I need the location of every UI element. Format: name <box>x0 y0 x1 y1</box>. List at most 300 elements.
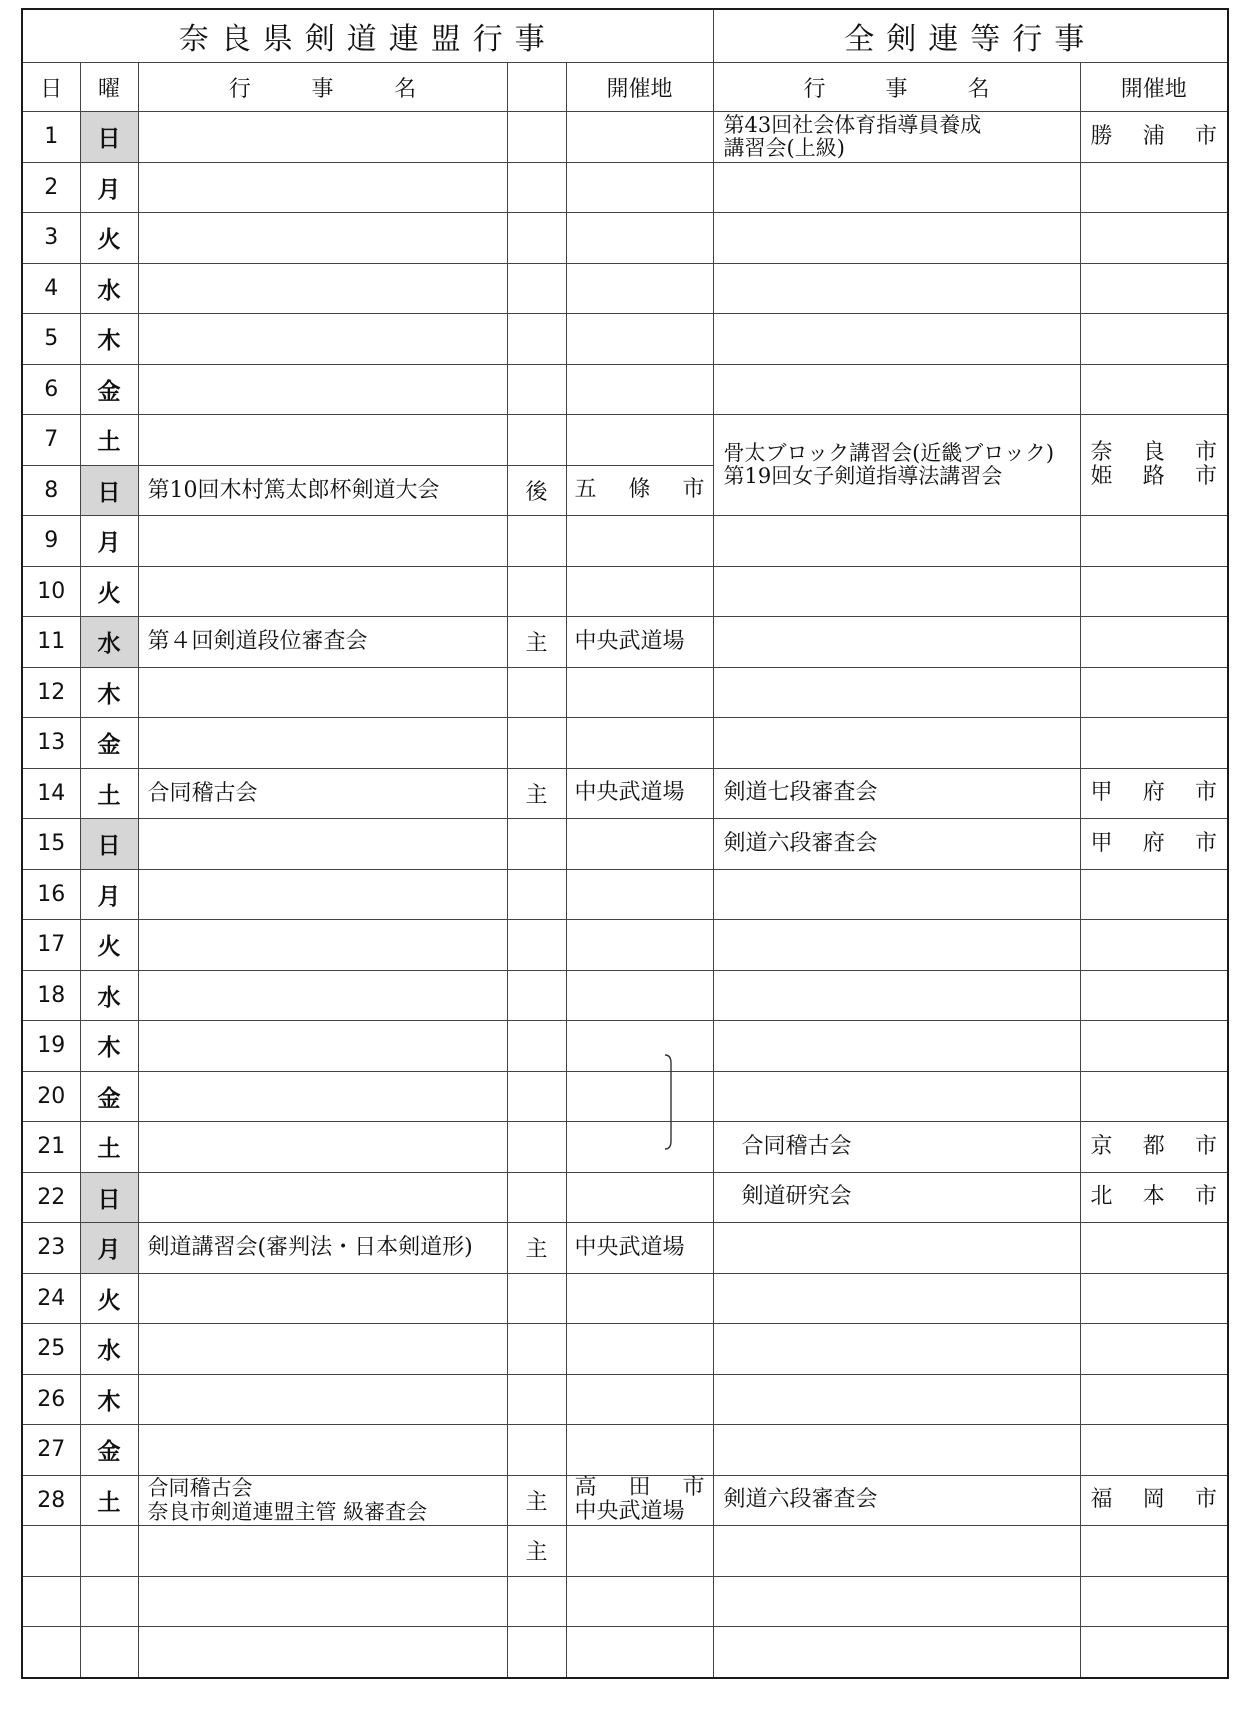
nara-event-cell <box>138 1374 507 1425</box>
zen-event-venue <box>1091 781 1218 805</box>
zen-event-cell <box>713 1374 1080 1425</box>
day-number: 10 <box>22 566 80 617</box>
nara-tag-cell <box>507 1576 566 1627</box>
zen-event-venue <box>1091 465 1218 489</box>
weekday: 金 <box>80 364 138 415</box>
zen-venue-cell <box>1080 1071 1228 1122</box>
weekday: 水 <box>80 970 138 1021</box>
venue-char: 市 <box>1194 780 1217 806</box>
zen-event-venue <box>1091 1488 1218 1512</box>
nara-event-venue <box>575 478 705 502</box>
nara-event-cell <box>138 465 507 516</box>
nara-venue-cell <box>566 1071 713 1122</box>
zen-event-cell <box>713 920 1080 971</box>
venue-char: 勝 <box>1090 123 1113 149</box>
weekday: 金 <box>80 1425 138 1476</box>
nara-tag-cell <box>507 1627 566 1678</box>
nara-event-tag: 主 <box>525 1237 548 1263</box>
nara-event-cell <box>138 1576 507 1627</box>
weekday: 水 <box>80 1324 138 1375</box>
venue-char: 市 <box>1194 1133 1217 1159</box>
nara-venue-cell <box>566 1526 713 1577</box>
nara-venue-cell <box>566 1627 713 1678</box>
nara-tag-cell <box>507 1223 566 1274</box>
table-row <box>22 1172 1228 1223</box>
nara-tag-cell <box>507 263 566 314</box>
day-number: 28 <box>22 1475 80 1526</box>
nara-tag-cell <box>507 364 566 415</box>
zen-event-cell <box>713 213 1080 264</box>
nara-event-cell <box>138 314 507 365</box>
table-row <box>22 314 1228 365</box>
nara-event-cell <box>138 1273 507 1324</box>
nara-venue-cell <box>566 920 713 971</box>
nara-tag-cell <box>507 314 566 365</box>
zen-venue-cell <box>1080 263 1228 314</box>
day-number: 25 <box>22 1324 80 1375</box>
venue-char: 奈 <box>1090 440 1113 465</box>
nara-tag-cell <box>507 1122 566 1173</box>
col-header-weekday: 曜 <box>80 63 138 112</box>
nara-tag-cell <box>507 667 566 718</box>
weekday: 月 <box>80 516 138 567</box>
nara-venue-cell <box>566 314 713 365</box>
zen-event-name: 第43回社会体育指導員養成 <box>723 112 982 137</box>
nara-event-venue: 中央武道場 <box>574 1234 685 1260</box>
zen-venue-cell <box>1080 415 1228 516</box>
nara-tag-cell <box>507 617 566 668</box>
zen-venue-cell <box>1080 920 1228 971</box>
nara-event-venue <box>575 1476 705 1500</box>
venue-char: 姫 <box>1090 464 1113 489</box>
nara-event-cell <box>138 1526 507 1577</box>
zen-venue-cell <box>1080 1425 1228 1476</box>
day-number: 3 <box>22 213 80 264</box>
zen-event-cell <box>713 718 1080 769</box>
col-header-day: 日 <box>22 63 80 112</box>
nara-venue-cell <box>566 566 713 617</box>
table-row <box>22 617 1228 668</box>
col-header-event2-char: 行 <box>803 76 826 102</box>
nara-event-venue: 中央武道場 <box>574 628 685 654</box>
nara-venue-cell <box>566 1172 713 1223</box>
nara-tag-cell <box>507 1071 566 1122</box>
venue-char: 甲 <box>1090 830 1113 856</box>
day-number <box>22 1627 80 1678</box>
day-number: 18 <box>22 970 80 1021</box>
nara-tag-cell <box>507 920 566 971</box>
zen-event-venue <box>1091 1135 1218 1159</box>
zen-event-cell <box>713 1475 1080 1526</box>
zen-venue-cell <box>1080 1374 1228 1425</box>
day-number: 2 <box>22 162 80 213</box>
zen-event-cell <box>713 1273 1080 1324</box>
venue-char: 福 <box>1090 1487 1113 1513</box>
col-header-event2 <box>713 63 1080 112</box>
zen-event-venue <box>1091 1185 1218 1209</box>
nara-venue-cell <box>566 718 713 769</box>
nara-event-name: 第10回木村篤太郎杯剣道大会 <box>147 477 440 503</box>
zen-event-cell <box>713 1172 1080 1223</box>
nara-venue-cell <box>566 1273 713 1324</box>
nara-event-name: 合同稽古会 <box>147 1476 253 1501</box>
schedule-table <box>21 8 1229 1679</box>
nara-tag-cell <box>507 465 566 516</box>
venue-char: 市 <box>682 1475 705 1501</box>
table-row <box>22 667 1228 718</box>
zen-venue-cell <box>1080 1223 1228 1274</box>
nara-venue-cell <box>566 1122 713 1173</box>
venue-char: 浦 <box>1142 123 1165 149</box>
col-header-event <box>138 63 507 112</box>
table-row <box>22 112 1228 163</box>
day-number: 7 <box>22 415 80 466</box>
venue-char: 市 <box>1194 440 1217 465</box>
weekday: 金 <box>80 1071 138 1122</box>
zen-venue-cell <box>1080 1324 1228 1375</box>
nara-event-cell <box>138 162 507 213</box>
nara-event-cell <box>138 1627 507 1678</box>
nara-event-venue: 中央武道場 <box>574 1499 685 1525</box>
nara-section-title: 奈良県剣道連盟行事 <box>22 9 713 63</box>
nara-tag-cell <box>507 1324 566 1375</box>
venue-char: 岡 <box>1142 1487 1165 1513</box>
nara-tag-cell <box>507 1425 566 1476</box>
nara-event-cell <box>138 1475 507 1526</box>
venue-char: 市 <box>1194 123 1217 149</box>
nara-event-cell <box>138 869 507 920</box>
zen-venue-cell <box>1080 566 1228 617</box>
nara-venue-cell <box>566 465 713 516</box>
nara-tag-cell <box>507 1526 566 1577</box>
zen-event-cell <box>713 516 1080 567</box>
weekday: 月 <box>80 162 138 213</box>
nara-event-tag: 主 <box>525 631 548 657</box>
venue-char: 府 <box>1142 780 1165 806</box>
day-number: 4 <box>22 263 80 314</box>
col-header-venue: 開催地 <box>566 63 713 112</box>
nara-event-venue: 中央武道場 <box>574 780 685 806</box>
venue-char: 條 <box>628 477 651 503</box>
nara-event-name: 剣道講習会(審判法・日本剣道形) <box>147 1235 473 1261</box>
zen-venue-cell <box>1080 516 1228 567</box>
nara-venue-cell <box>566 516 713 567</box>
zen-event-name: 合同稽古会 <box>741 1133 852 1159</box>
weekday: 日 <box>80 819 138 870</box>
nara-event-cell <box>138 112 507 163</box>
col-header-event2-char: 名 <box>967 76 990 102</box>
nara-tag-cell <box>507 516 566 567</box>
zen-event-name: 剣道六段審査会 <box>723 830 878 856</box>
zen-event-name: 剣道研究会 <box>741 1184 852 1210</box>
nara-event-name: 第４回剣道段位審査会 <box>147 629 368 655</box>
nara-event-cell <box>138 566 507 617</box>
day-number: 27 <box>22 1425 80 1476</box>
table-row <box>22 819 1228 870</box>
venue-char: 市 <box>682 477 705 503</box>
nara-event-tag: 主 <box>525 1489 548 1515</box>
zenkenren-section-title: 全剣連等行事 <box>713 9 1228 63</box>
venue-char: 都 <box>1142 1133 1165 1159</box>
table-row <box>22 869 1228 920</box>
venue-char: 市 <box>1194 830 1217 856</box>
day-number: 9 <box>22 516 80 567</box>
weekday: 木 <box>80 1021 138 1072</box>
zen-event-venue <box>1091 441 1218 465</box>
weekday: 土 <box>80 415 138 466</box>
nara-event-cell <box>138 1223 507 1274</box>
nara-event-cell <box>138 1324 507 1375</box>
nara-event-name: 奈良市剣道連盟主管 級審査会 <box>147 1500 428 1525</box>
zen-event-cell <box>713 314 1080 365</box>
table-row <box>22 1576 1228 1627</box>
nara-tag-cell <box>507 112 566 163</box>
nara-tag-cell <box>507 1172 566 1223</box>
table-row <box>22 1526 1228 1577</box>
zen-event-cell <box>713 1021 1080 1072</box>
table-row <box>22 1021 1228 1072</box>
day-number: 23 <box>22 1223 80 1274</box>
venue-char: 田 <box>628 1475 651 1501</box>
nara-event-tag: 後 <box>525 479 548 505</box>
nara-tag-cell <box>507 1475 566 1526</box>
zen-venue-cell <box>1080 1475 1228 1526</box>
zen-venue-cell <box>1080 869 1228 920</box>
weekday <box>80 1526 138 1577</box>
table-row <box>22 1122 1228 1173</box>
zen-event-name: 講習会(上級) <box>723 135 845 160</box>
day-number: 24 <box>22 1273 80 1324</box>
table-row <box>22 162 1228 213</box>
nara-tag-cell <box>507 415 566 466</box>
zen-venue-cell <box>1080 364 1228 415</box>
venue-char: 良 <box>1142 440 1165 465</box>
zen-venue-cell <box>1080 970 1228 1021</box>
zen-event-cell <box>713 162 1080 213</box>
day-number: 15 <box>22 819 80 870</box>
nara-tag-cell <box>507 1021 566 1072</box>
weekday <box>80 1576 138 1627</box>
venue-char: 北 <box>1090 1184 1113 1210</box>
nara-tag-cell <box>507 970 566 1021</box>
zen-event-cell <box>713 1425 1080 1476</box>
col-header-event-char: 事 <box>311 76 334 102</box>
nara-event-cell <box>138 415 507 466</box>
day-number: 12 <box>22 667 80 718</box>
zen-venue-cell <box>1080 112 1228 163</box>
table-row <box>22 920 1228 971</box>
nara-event-cell <box>138 617 507 668</box>
venue-char: 市 <box>1194 1184 1217 1210</box>
nara-event-cell <box>138 263 507 314</box>
table-row <box>22 566 1228 617</box>
zen-event-venue <box>1091 832 1218 856</box>
col-header-venue2: 開催地 <box>1080 63 1228 112</box>
day-number: 20 <box>22 1071 80 1122</box>
nara-venue-cell <box>566 1223 713 1274</box>
venue-char: 京 <box>1090 1133 1113 1159</box>
venue-char: 路 <box>1142 464 1165 489</box>
zen-event-cell <box>713 364 1080 415</box>
nara-venue-cell <box>566 1021 713 1072</box>
nara-tag-cell <box>507 162 566 213</box>
zen-venue-cell <box>1080 213 1228 264</box>
zen-event-cell <box>713 1122 1080 1173</box>
zen-event-name: 骨太ブロック講習会(近畿ブロック) <box>723 441 1055 465</box>
zen-event-cell <box>713 617 1080 668</box>
venue-char: 市 <box>1194 464 1217 489</box>
zen-venue-cell <box>1080 1021 1228 1072</box>
zen-event-cell <box>713 112 1080 163</box>
table-row <box>22 970 1228 1021</box>
nara-venue-cell <box>566 1324 713 1375</box>
nara-tag-cell <box>507 819 566 870</box>
zen-event-cell <box>713 1627 1080 1678</box>
nara-venue-cell <box>566 213 713 264</box>
weekday: 土 <box>80 768 138 819</box>
weekday: 土 <box>80 1122 138 1173</box>
day-number: 16 <box>22 869 80 920</box>
weekday: 金 <box>80 718 138 769</box>
nara-tag-cell <box>507 213 566 264</box>
weekday: 木 <box>80 314 138 365</box>
day-number: 17 <box>22 920 80 971</box>
zen-event-cell <box>713 970 1080 1021</box>
zen-event-cell <box>713 768 1080 819</box>
table-row <box>22 516 1228 567</box>
col-header-event-char: 行 <box>228 76 251 102</box>
table-row <box>22 213 1228 264</box>
weekday: 日 <box>80 1172 138 1223</box>
venue-char: 高 <box>574 1475 597 1501</box>
day-number: 21 <box>22 1122 80 1173</box>
nara-venue-cell <box>566 1576 713 1627</box>
nara-tag-cell <box>507 1374 566 1425</box>
nara-event-cell <box>138 364 507 415</box>
zen-venue-cell <box>1080 1172 1228 1223</box>
weekday: 火 <box>80 566 138 617</box>
day-number: 19 <box>22 1021 80 1072</box>
nara-tag-cell <box>507 718 566 769</box>
nara-event-cell <box>138 819 507 870</box>
nara-venue-cell <box>566 1475 713 1526</box>
zen-event-cell <box>713 263 1080 314</box>
nara-event-cell <box>138 920 507 971</box>
col-header-event-char: 名 <box>394 76 417 102</box>
nara-venue-cell <box>566 1374 713 1425</box>
zen-event-name: 第19回女子剣道指導法講習会 <box>723 464 1003 488</box>
zen-venue-cell <box>1080 617 1228 668</box>
nara-tag-cell <box>507 566 566 617</box>
nara-venue-cell <box>566 970 713 1021</box>
nara-event-cell <box>138 516 507 567</box>
nara-event-cell <box>138 1021 507 1072</box>
weekday: 月 <box>80 1223 138 1274</box>
day-number <box>22 1576 80 1627</box>
nara-venue-cell <box>566 263 713 314</box>
table-row <box>22 1425 1228 1476</box>
nara-event-cell <box>138 970 507 1021</box>
venue-char: 市 <box>1194 1487 1217 1513</box>
venue-char: 五 <box>574 477 597 503</box>
nara-tag-cell <box>507 869 566 920</box>
nara-tag-cell <box>507 1273 566 1324</box>
nara-venue-cell <box>566 1425 713 1476</box>
zen-event-name: 剣道六段審査会 <box>723 1487 878 1513</box>
zen-venue-cell <box>1080 1273 1228 1324</box>
zen-venue-cell <box>1080 667 1228 718</box>
weekday: 木 <box>80 667 138 718</box>
weekday: 日 <box>80 112 138 163</box>
zen-venue-cell <box>1080 718 1228 769</box>
nara-event-name: 合同稽古会 <box>147 780 258 806</box>
weekday: 火 <box>80 920 138 971</box>
venue-char: 府 <box>1142 830 1165 856</box>
zen-event-cell <box>713 1071 1080 1122</box>
nara-event-tag: 主 <box>525 782 548 808</box>
nara-venue-cell <box>566 415 713 466</box>
weekday: 水 <box>80 263 138 314</box>
table-row <box>22 364 1228 415</box>
nara-event-cell <box>138 768 507 819</box>
schedule-body <box>22 112 1228 1678</box>
nara-event-tag: 主 <box>525 1540 548 1566</box>
day-number: 6 <box>22 364 80 415</box>
day-number: 14 <box>22 768 80 819</box>
weekday <box>80 1627 138 1678</box>
nara-event-cell <box>138 667 507 718</box>
nara-venue-cell <box>566 112 713 163</box>
zen-venue-cell <box>1080 162 1228 213</box>
zen-venue-cell <box>1080 768 1228 819</box>
table-row <box>22 263 1228 314</box>
zen-event-cell <box>713 566 1080 617</box>
day-number: 5 <box>22 314 80 365</box>
day-number <box>22 1526 80 1577</box>
zen-event-cell <box>713 1526 1080 1577</box>
table-row <box>22 1475 1228 1526</box>
day-number: 26 <box>22 1374 80 1425</box>
zen-venue-cell <box>1080 1122 1228 1173</box>
weekday: 火 <box>80 213 138 264</box>
zen-event-venue <box>1091 125 1218 149</box>
day-number: 13 <box>22 718 80 769</box>
zen-event-cell <box>713 1324 1080 1375</box>
weekday: 月 <box>80 869 138 920</box>
zen-venue-cell <box>1080 819 1228 870</box>
zen-venue-cell <box>1080 1576 1228 1627</box>
day-number: 11 <box>22 617 80 668</box>
brace-bracket <box>662 1053 678 1151</box>
zen-venue-cell <box>1080 314 1228 365</box>
zen-event-cell <box>713 1223 1080 1274</box>
table-row <box>22 718 1228 769</box>
table-row <box>22 1627 1228 1678</box>
nara-venue-cell <box>566 768 713 819</box>
weekday: 日 <box>80 465 138 516</box>
day-number: 1 <box>22 112 80 163</box>
table-row <box>22 768 1228 819</box>
day-number: 22 <box>22 1172 80 1223</box>
table-row <box>22 1223 1228 1274</box>
table-row <box>22 1374 1228 1425</box>
nara-venue-cell <box>566 667 713 718</box>
table-row <box>22 1071 1228 1122</box>
zen-event-cell <box>713 415 1080 516</box>
nara-venue-cell <box>566 162 713 213</box>
zen-venue-cell <box>1080 1526 1228 1577</box>
nara-event-cell <box>138 718 507 769</box>
